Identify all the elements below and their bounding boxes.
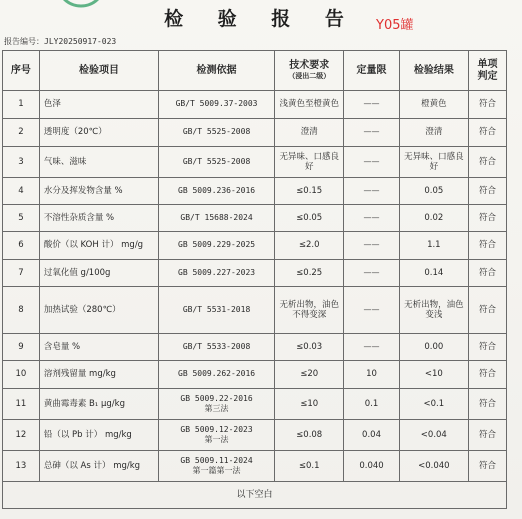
cell-result: 无析出物，油色变浅 [399, 287, 468, 334]
cell-requirement: ≤0.03 [275, 334, 344, 361]
table-row [3, 260, 507, 287]
cell-item: 含皂量 % [39, 334, 158, 361]
table-row [3, 361, 507, 389]
cell-basis: GB/T 5533-2008 [159, 334, 275, 361]
cell-no: 11 [3, 389, 40, 420]
cell-result: 橙黄色 [399, 91, 468, 119]
cell-basis: GB 5009.229-2025 [159, 232, 275, 260]
cell-item: 黄曲霉毒素 B₁ μg/kg [39, 389, 158, 420]
header-result: 检验结果 [399, 51, 468, 91]
cell-no: 6 [3, 232, 40, 260]
cell-requirement: ≤10 [275, 389, 344, 420]
cell-result: 1.1 [399, 232, 468, 260]
tank-tag: Y05罐 [376, 18, 414, 33]
cell-requirement: 无异味、口感良好 [275, 147, 344, 178]
cell-requirement: ≤0.25 [275, 260, 344, 287]
cell-no: 8 [3, 287, 40, 334]
cell-limit: 0.040 [344, 451, 399, 482]
cell-basis: GB/T 5531-2018 [159, 287, 275, 334]
table-row [3, 119, 507, 147]
cell-basis: GB/T 5009.37-2003 [159, 91, 275, 119]
cell-item: 铅（以 Pb 计） mg/kg [39, 420, 158, 451]
cell-judgement: 符合 [469, 232, 507, 260]
table-row [3, 420, 507, 451]
cell-judgement: 符合 [469, 451, 507, 482]
header-no: 序号 [3, 51, 40, 91]
cell-item: 透明度（20℃） [39, 119, 158, 147]
header-judgement [469, 51, 507, 91]
cell-item: 总砷（以 As 计） mg/kg [39, 451, 158, 482]
cell-judgement: 符合 [469, 147, 507, 178]
table-row [3, 287, 507, 334]
cell-limit: —— [344, 91, 399, 119]
table-header-row [3, 51, 507, 91]
cell-basis-standard: GB 5009.11-2024 [180, 455, 253, 465]
cell-judgement: 符合 [469, 205, 507, 232]
cell-item: 不溶性杂质含量 % [39, 205, 158, 232]
cell-limit: —— [344, 178, 399, 205]
cell-no: 12 [3, 420, 40, 451]
table-row [3, 232, 507, 260]
header-basis: 检测依据 [159, 51, 275, 91]
cell-requirement: ≤20 [275, 361, 344, 389]
table-row [3, 178, 507, 205]
header-requirement-sub: （浸出二级） [288, 72, 331, 80]
cell-limit: —— [344, 334, 399, 361]
cell-result: <0.040 [399, 451, 468, 482]
cell-result: <0.1 [399, 389, 468, 420]
table-row [3, 451, 507, 482]
cell-no: 7 [3, 260, 40, 287]
cell-item: 过氧化值 g/100g [39, 260, 158, 287]
cell-no: 1 [3, 91, 40, 119]
cell-limit: —— [344, 232, 399, 260]
header-requirement [275, 51, 344, 91]
cell-judgement: 符合 [469, 389, 507, 420]
cell-basis-method: 第一法 [204, 435, 229, 444]
cell-limit: 0.1 [344, 389, 399, 420]
cell-result: 0.02 [399, 205, 468, 232]
cell-basis: GB 5009.227-2023 [159, 260, 275, 287]
header-requirement-label: 技术要求 [289, 60, 330, 71]
cell-requirement: ≤2.0 [275, 232, 344, 260]
cell-limit: 0.04 [344, 420, 399, 451]
cell-no: 4 [3, 178, 40, 205]
inspection-table [2, 50, 507, 509]
cell-judgement: 符合 [469, 119, 507, 147]
cell-basis: GB 5009.262-2016 [159, 361, 275, 389]
cell-judgement: 符合 [469, 334, 507, 361]
cell-limit: —— [344, 147, 399, 178]
cell-no: 2 [3, 119, 40, 147]
table-footer-row [3, 482, 507, 509]
cell-basis: GB/T 15688-2024 [159, 205, 275, 232]
cell-limit: —— [344, 287, 399, 334]
header-judgement-line1: 单项 [477, 58, 498, 70]
table-row [3, 205, 507, 232]
cell-limit: 10 [344, 361, 399, 389]
cell-judgement: 符合 [469, 361, 507, 389]
cell-basis-method: 第一篇第一法 [192, 466, 241, 475]
cell-requirement: 浅黄色至橙黄色 [275, 91, 344, 119]
cell-item: 加热试验（280℃） [39, 287, 158, 334]
cell-basis [159, 389, 275, 420]
cell-basis: GB/T 5525-2008 [159, 119, 275, 147]
cell-result: 0.05 [399, 178, 468, 205]
table-row [3, 334, 507, 361]
cell-limit: —— [344, 205, 399, 232]
cell-result: 0.00 [399, 334, 468, 361]
cell-result: 无异味、口感良好 [399, 147, 468, 178]
cell-result: <10 [399, 361, 468, 389]
cell-no: 5 [3, 205, 40, 232]
cell-requirement: ≤0.08 [275, 420, 344, 451]
cell-result: <0.04 [399, 420, 468, 451]
cell-basis [159, 451, 275, 482]
table-row [3, 91, 507, 119]
cell-item: 溶剂残留量 mg/kg [39, 361, 158, 389]
table-row [3, 389, 507, 420]
cell-judgement: 符合 [469, 260, 507, 287]
cell-item: 气味、滋味 [39, 147, 158, 178]
report-title: 检 验 报 告 [164, 8, 358, 30]
cell-judgement: 符合 [469, 91, 507, 119]
cell-requirement: 澄清 [275, 119, 344, 147]
cell-basis: GB 5009.236-2016 [159, 178, 275, 205]
report-number: 报告编号：JLY20250917-023 [4, 37, 117, 46]
cell-judgement: 符合 [469, 178, 507, 205]
header-limit: 定量限 [344, 51, 399, 91]
cell-judgement: 符合 [469, 287, 507, 334]
cell-result: 澄清 [399, 119, 468, 147]
cell-requirement: 无析出物，油色不得变深 [275, 287, 344, 334]
cell-no: 10 [3, 361, 40, 389]
cell-item: 色泽 [39, 91, 158, 119]
cell-basis-standard: GB 5009.12-2023 [180, 424, 253, 434]
cell-no: 13 [3, 451, 40, 482]
blank-below-note: 以下空白 [3, 482, 507, 509]
cell-basis-standard: GB 5009.22-2016 [180, 393, 253, 403]
cell-limit: —— [344, 119, 399, 147]
cell-requirement: ≤0.15 [275, 178, 344, 205]
table-row [3, 147, 507, 178]
cell-no: 9 [3, 334, 40, 361]
cell-item: 酸价（以 KOH 计） mg/g [39, 232, 158, 260]
header-item: 检验项目 [39, 51, 158, 91]
cell-no: 3 [3, 147, 40, 178]
header-judgement-line2: 判定 [477, 70, 498, 82]
cell-judgement: 符合 [469, 420, 507, 451]
cell-requirement: ≤0.05 [275, 205, 344, 232]
cell-limit: —— [344, 260, 399, 287]
cell-requirement: ≤0.1 [275, 451, 344, 482]
cell-basis: GB/T 5525-2008 [159, 147, 275, 178]
cell-basis [159, 420, 275, 451]
cell-basis-method: 第三法 [204, 404, 229, 413]
cell-item: 水分及挥发物含量 % [39, 178, 158, 205]
cell-result: 0.14 [399, 260, 468, 287]
